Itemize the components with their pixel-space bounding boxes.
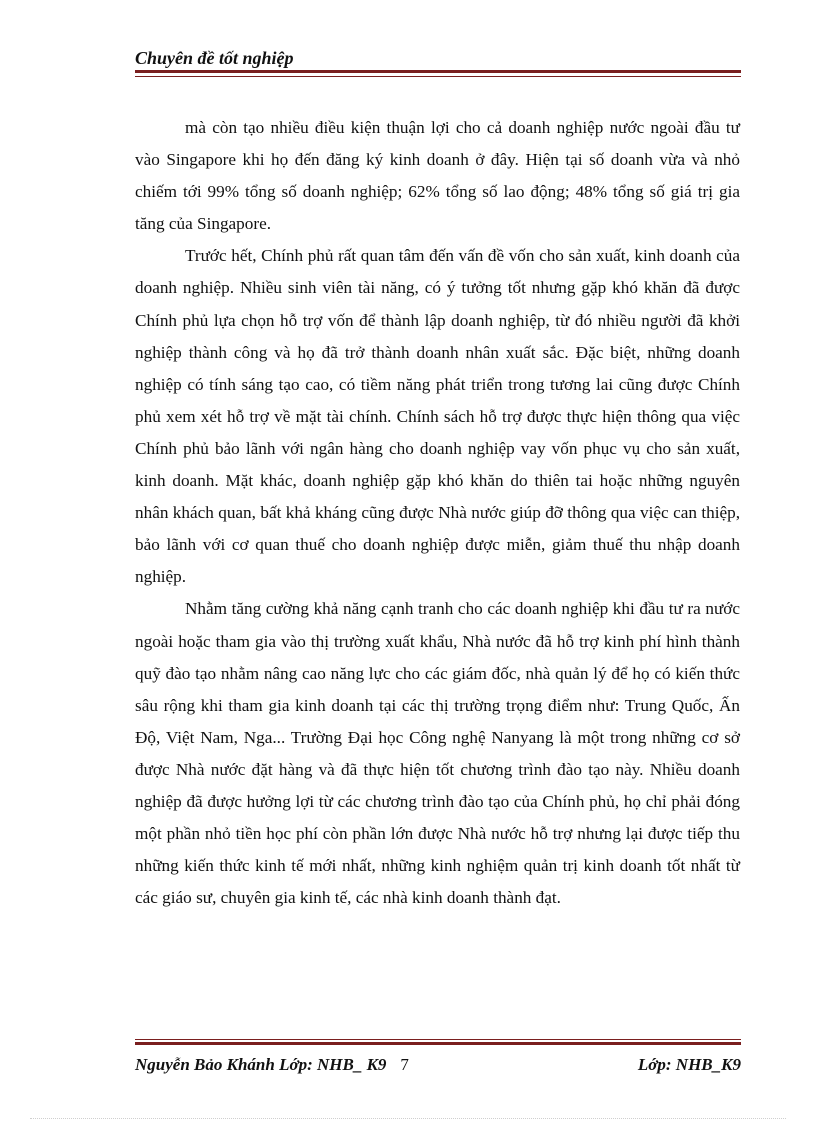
page-edge-dotted-line bbox=[30, 1118, 786, 1119]
header-title: Chuyên đề tốt nghiệp bbox=[135, 48, 294, 68]
header-divider bbox=[135, 70, 741, 77]
footer-left bbox=[135, 1055, 409, 1075]
footer-class: Lớp: NHB_K9 bbox=[637, 1055, 741, 1074]
paragraph-1: mà còn tạo nhiều điều kiện thuận lợi cho cả doanh nghiệp nước ngoài đầu tư vào Singapore khi họ đến đăng ký kinh doanh ở đây. Hiện tại số doanh vừa và nhỏ chiếm tới 99% tổng số doanh nghiệp; 62% tổng số lao động; 48% tổng số giá trị gia tăng của Singapore. bbox=[135, 118, 740, 234]
page-number: 7 bbox=[400, 1055, 409, 1074]
paragraph-2: Trước hết, Chính phủ rất quan tâm đến vấn đề vốn cho sản xuất, kinh doanh của doanh nghiệp. Nhiều sinh viên tài năng, có ý tưởng tốt nhưng gặp khó khăn đã được Chính phủ lựa chọn hỗ trợ vốn để thành lập doanh nghiệp, từ đó nhiều người đã khởi nghiệp thành công và họ đã trở thành doanh nhân xuất sắc. Đặc biệt, những doanh nghiệp có tính sáng tạo cao, có tiềm năng phát triển trong tương lai cũng được Chính phủ xem xét hỗ trợ về mặt tài chính. Chính sách hỗ trợ được thực hiện thông qua việc Chính phủ bảo lãnh với ngân hàng cho doanh nghiệp vay vốn phục vụ cho sản xuất, kinh doanh. Mặt khác, doanh nghiệp gặp khó khăn do thiên tai hoặc những nguyên nhân khách quan, bất khả kháng cũng được Nhà nước giúp đỡ thông qua việc can thiệp, bảo lãnh với cơ quan thuế cho doanh nghiệp được miễn, giảm thuế thu nhập doanh nghiệp. bbox=[135, 246, 740, 587]
footer-author-class: Nguyễn Bảo Khánh Lớp: NHB_ K9 bbox=[135, 1055, 387, 1074]
paragraph-3: Nhằm tăng cường khả năng cạnh tranh cho các doanh nghiệp khi đầu tư ra nước ngoài hoặc tham gia vào thị trường xuất khẩu, Nhà nước đã hỗ trợ kinh phí hình thành quỹ đào tạo nhằm nâng cao năng lực cho các giám đốc, nhà quản lý để họ có kiến thức sâu rộng khi tham gia kinh doanh tại các thị trường trọng điểm như: Trung Quốc, Ấn Độ, Việt Nam, Nga... Trường Đại học Công nghệ Nanyang là một trong những cơ sở được Nhà nước đặt hàng và đã thực hiện tốt chương trình đào tạo này. Nhiều doanh nghiệp đã được hưởng lợi từ các chương trình đào tạo của Chính phủ, họ chỉ phải đóng một phần nhỏ tiền học phí còn phần lớn được Nhà nước hỗ trợ nhưng lại được tiếp thu những kiến thức kinh tế mới nhất, những kinh nghiệm quản trị kinh doanh tốt nhất từ các giáo sư, chuyên gia kinh tế, các nhà kinh doanh thành đạt. bbox=[135, 599, 740, 908]
document-body bbox=[135, 112, 740, 914]
footer-divider bbox=[135, 1039, 741, 1045]
